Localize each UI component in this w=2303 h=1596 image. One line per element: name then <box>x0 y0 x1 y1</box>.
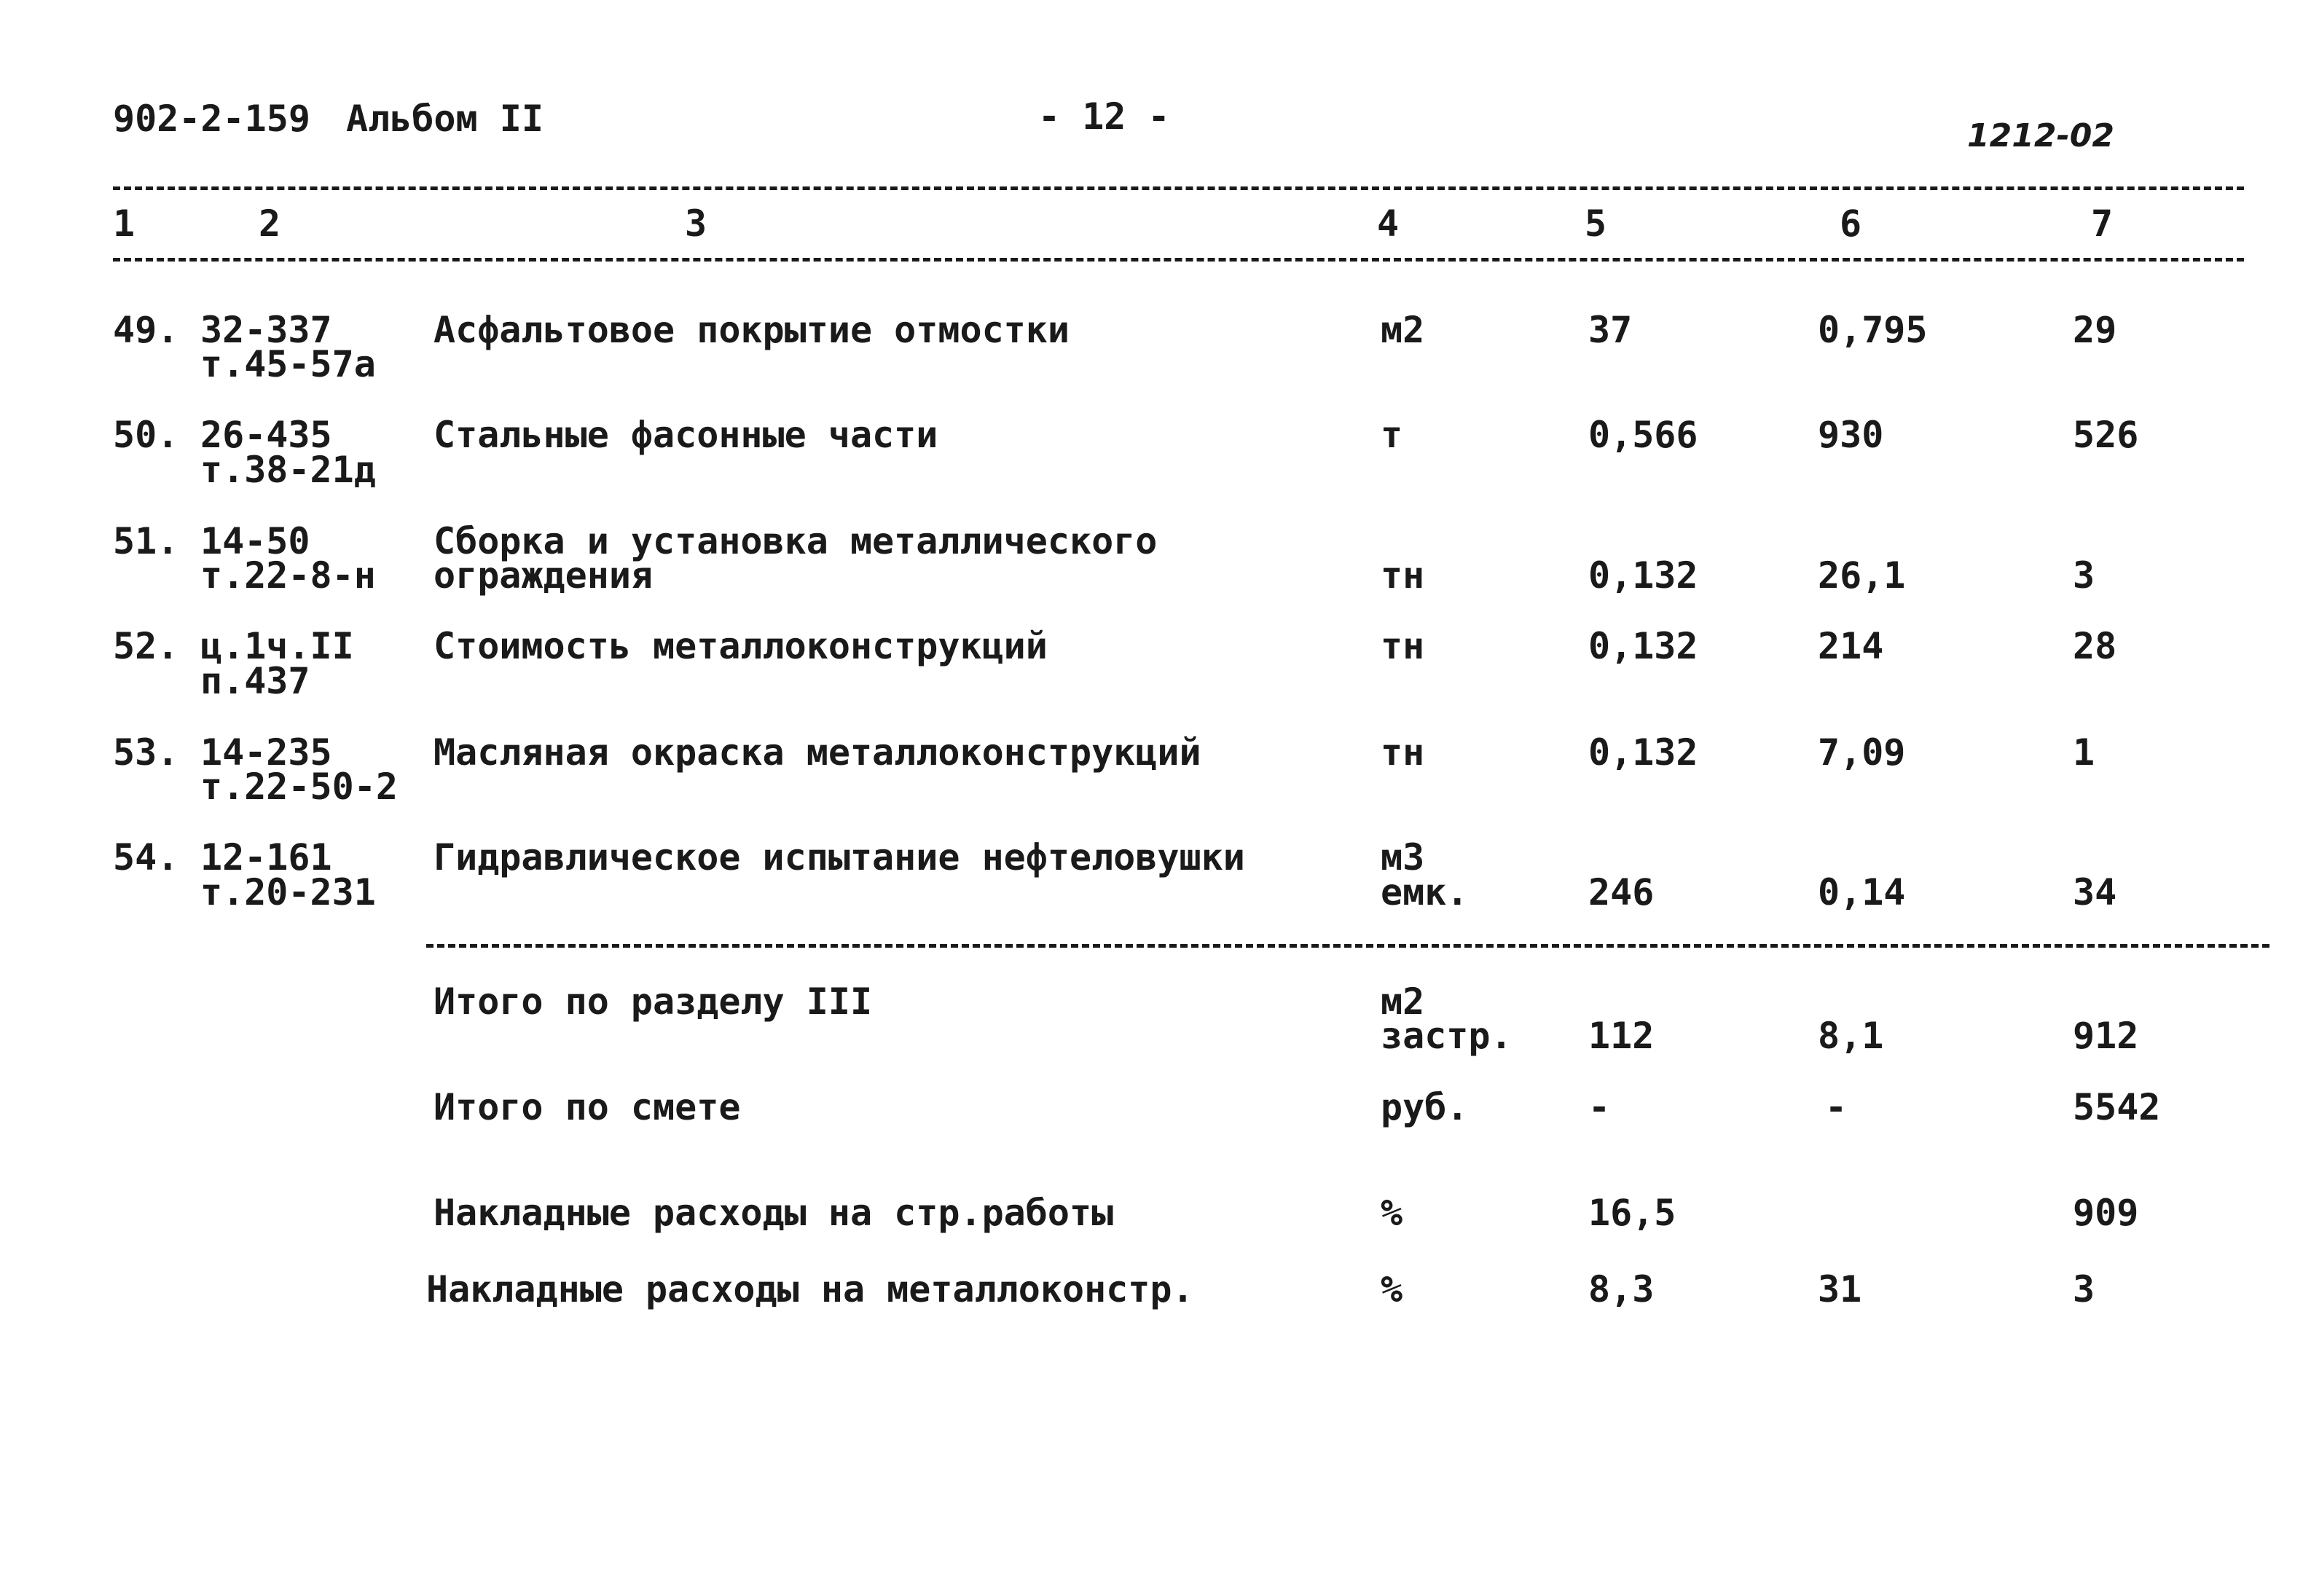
row-code: 14-235 <box>200 731 332 774</box>
column-header-3: 3 <box>685 203 707 245</box>
row-unit: тн <box>1381 554 1425 597</box>
header-rule <box>113 258 2244 262</box>
row-code-ref: т.38-21д <box>200 449 376 491</box>
row-name: Асфальтовое покрытие отмостки <box>433 309 1070 351</box>
stamp-number: 1212-02 <box>1967 117 2114 154</box>
total-label: Накладные расходы на стр.работы <box>433 1192 1114 1234</box>
row-total: 34 <box>2073 871 2117 913</box>
row-unit: м2 <box>1381 309 1425 351</box>
row-code: 26-435 <box>200 414 332 456</box>
total-label: Итого по разделу III <box>433 980 873 1023</box>
total-label: Накладные расходы на металлоконстр. <box>426 1268 1194 1310</box>
row-total: 526 <box>2073 414 2139 456</box>
top-rule <box>113 186 2244 190</box>
row-unit: м3 <box>1381 836 1425 878</box>
row-total: 1 <box>2073 731 2095 774</box>
total-amount: 912 <box>2073 1015 2139 1057</box>
total-unit: % <box>1381 1268 1403 1310</box>
row-name: Стальные фасонные части <box>433 414 938 456</box>
row-total: 3 <box>2073 554 2095 597</box>
row-price: 0,795 <box>1818 309 1928 351</box>
row-name: Стоимость металлоконструкций <box>433 625 1048 667</box>
row-number: 50. <box>113 414 179 456</box>
row-number: 51. <box>113 520 179 562</box>
total-quantity: 112 <box>1588 1015 1655 1057</box>
column-header-5: 5 <box>1585 203 1607 245</box>
doc-code: 902-2-159 <box>113 98 310 140</box>
total-amount: 3 <box>2073 1268 2095 1310</box>
row-quantity: 246 <box>1588 871 1655 913</box>
row-price: 7,09 <box>1818 731 1906 774</box>
row-name: Масляная окраска металлоконструкций <box>433 731 1201 774</box>
row-total: 28 <box>2073 625 2117 667</box>
total-quantity: - <box>1588 1086 1611 1128</box>
row-quantity: 0,132 <box>1588 731 1698 774</box>
row-code-ref: т.20-231 <box>200 871 376 913</box>
total-unit: % <box>1381 1192 1403 1234</box>
row-price: 26,1 <box>1818 554 1906 597</box>
row-code-ref: т.22-8-н <box>200 554 376 597</box>
row-code: 14-50 <box>200 520 310 562</box>
total-quantity: 16,5 <box>1588 1192 1676 1234</box>
total-unit-continued: застр. <box>1381 1015 1513 1057</box>
total-price: 31 <box>1818 1268 1862 1310</box>
total-unit: м2 <box>1381 980 1425 1023</box>
page-number: - 12 - <box>1038 95 1170 138</box>
total-quantity: 8,3 <box>1588 1268 1655 1310</box>
row-price: 0,14 <box>1818 871 1906 913</box>
row-price: 930 <box>1818 414 1884 456</box>
row-name: Сборка и установка металлического <box>433 520 1158 562</box>
column-header-6: 6 <box>1840 203 1862 245</box>
row-number: 53. <box>113 731 179 774</box>
row-number: 52. <box>113 625 179 667</box>
row-unit: тн <box>1381 731 1425 774</box>
row-code-ref: т.22-50-2 <box>200 766 398 808</box>
column-header-2: 2 <box>259 203 281 245</box>
row-code: 12-161 <box>200 836 332 878</box>
row-unit-continued: емк. <box>1381 871 1469 913</box>
row-code-ref: п.437 <box>200 660 310 702</box>
row-code-ref: т.45-57а <box>200 343 376 385</box>
row-quantity: 0,566 <box>1588 414 1698 456</box>
total-price: 8,1 <box>1818 1015 1884 1057</box>
row-quantity: 37 <box>1588 309 1633 351</box>
row-code: ц.1ч.II <box>200 625 354 667</box>
row-unit: т <box>1381 414 1403 456</box>
row-quantity: 0,132 <box>1588 625 1698 667</box>
column-header-7: 7 <box>2091 203 2114 245</box>
total-amount: 909 <box>2073 1192 2139 1234</box>
total-unit: руб. <box>1381 1086 1469 1128</box>
total-label: Итого по смете <box>433 1086 741 1128</box>
column-header-4: 4 <box>1377 203 1400 245</box>
row-number: 54. <box>113 836 179 878</box>
row-name: Гидравлическое испытание нефтеловушки <box>433 836 1245 878</box>
row-unit: тн <box>1381 625 1425 667</box>
row-price: 214 <box>1818 625 1884 667</box>
row-quantity: 0,132 <box>1588 554 1698 597</box>
row-name-continued: ограждения <box>433 554 654 597</box>
row-total: 29 <box>2073 309 2117 351</box>
album-label: Альбом II <box>346 98 544 140</box>
total-amount: 5542 <box>2073 1086 2161 1128</box>
column-header-1: 1 <box>113 203 136 245</box>
total-price: - <box>1825 1086 1848 1128</box>
totals-rule <box>426 944 2269 948</box>
row-code: 32-337 <box>200 309 332 351</box>
row-number: 49. <box>113 309 179 351</box>
